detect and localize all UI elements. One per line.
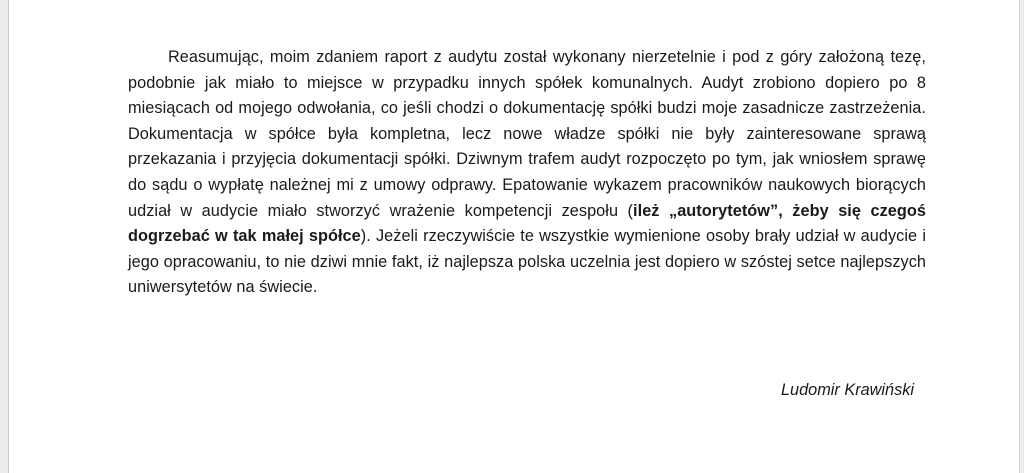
document-page [8,0,1020,473]
body-paragraph [128,45,926,301]
paragraph-text-part-2: ). Jeżeli rzeczywiście te wszystkie wymienione osoby brały udział w audycie i jego opracowaniu, to nie dziwi mnie fakt, iż najlepsza polska uczelnia jest dopiero w szóstej setce najlepszych uniwersytetów na świecie. [128,227,926,297]
author-signature: Ludomir Krawiński [780,381,914,399]
paragraph-bold-text: ileż „autorytetów”, żeby się czegoś dogrzebać w tak małej spółce [128,201,926,246]
paragraph-text-part-1: Reasumując, moim zdaniem raport z audytu został wykonany nierzetelnie i pod z góry założoną tezę, podobnie jak miało to miejsce w przypadku innych spółek komunalnych. Audyt zrobiono dopiero po 8 miesiącach od mojego odwołania, co jeśli chodzi o dokumentację spółki budzi moje zasadnicze zastrzeżenia. Dokumentacja w spółce była kompletna, lecz nowe władze spółki nie były zainteresowane sprawą przekazania i przyjęcia dokumentacji spółki. Dziwnym trafem audyt rozpoczęto po tym, jak wniosłem sprawę do sądu o wypłatę należnej mi z umowy odprawy. Epatowanie wykazem pracowników naukowych biorących udział w audycie miało stworzyć wrażenie kompetencji zespołu ( [128,48,926,220]
